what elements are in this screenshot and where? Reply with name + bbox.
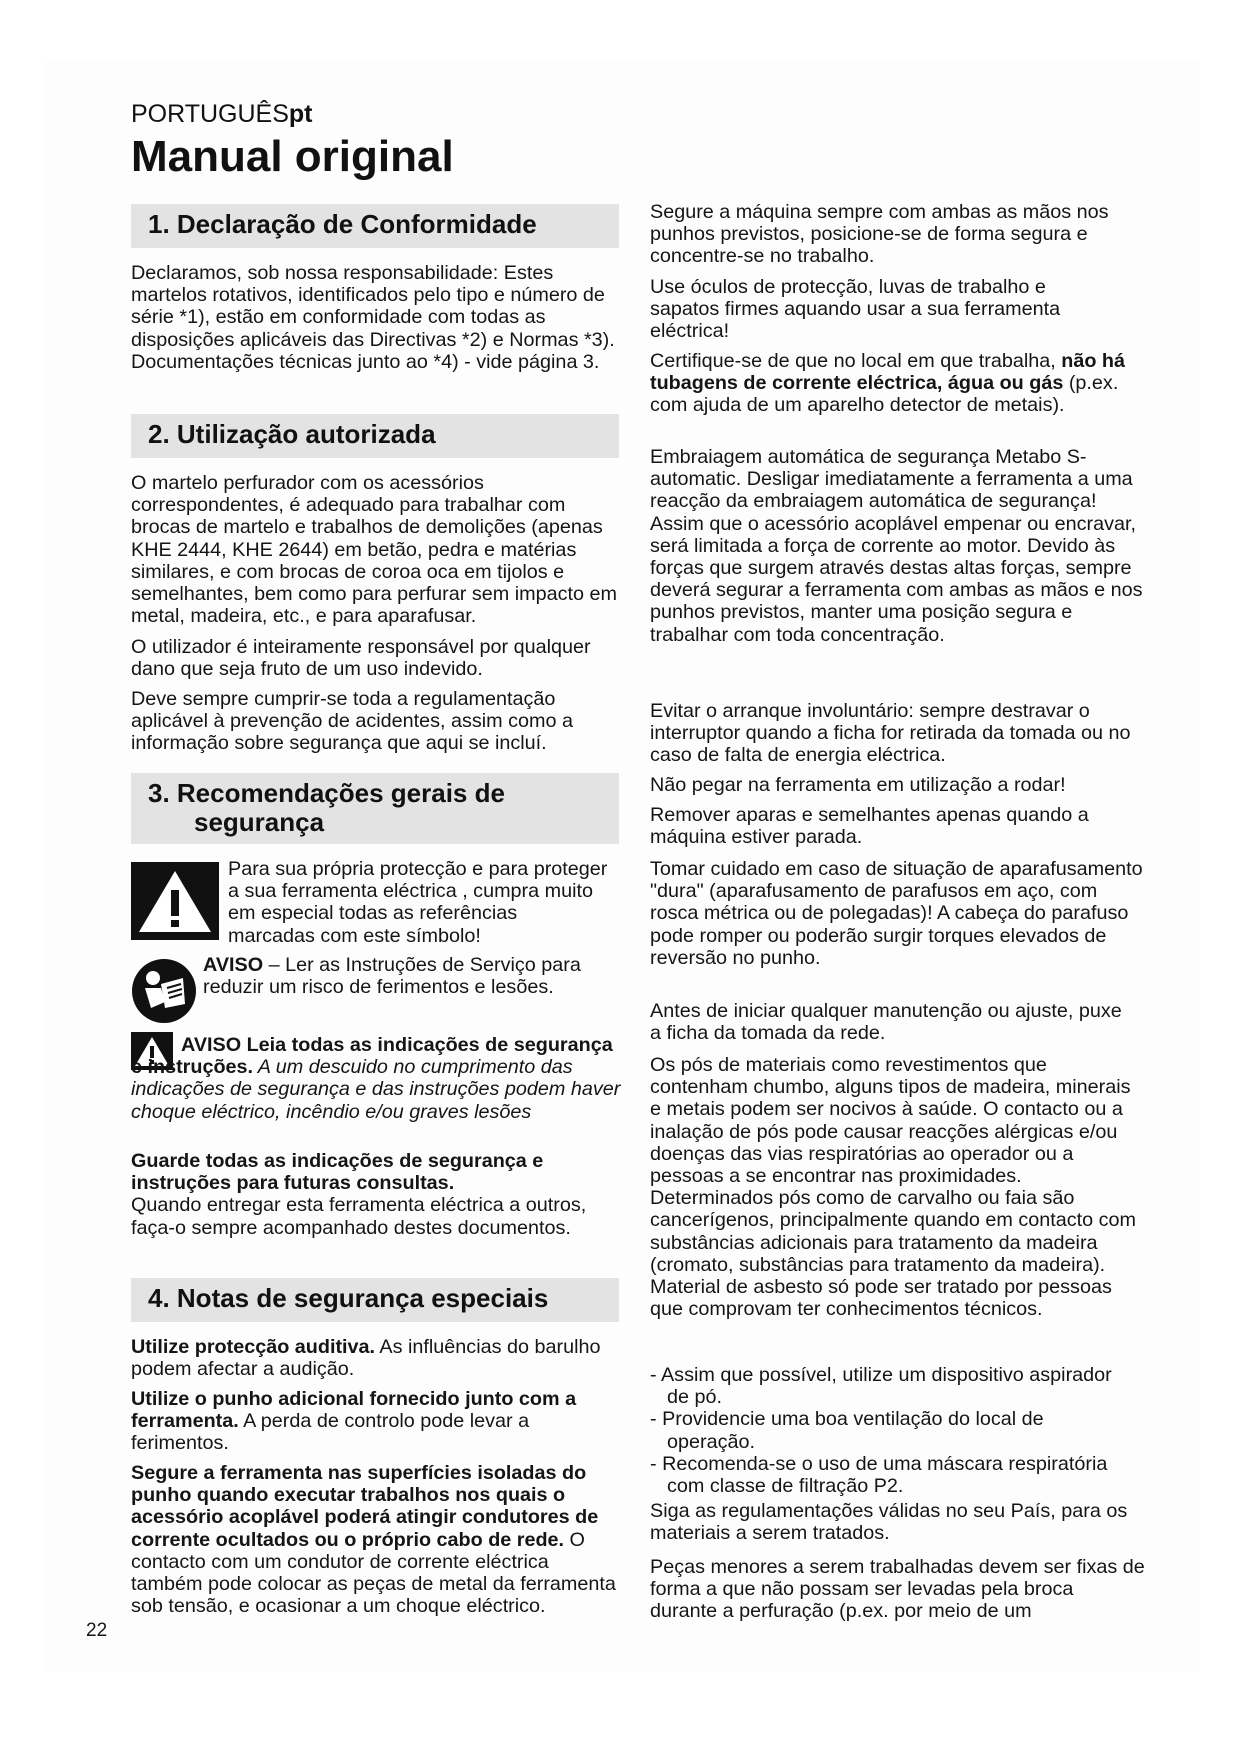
bullet-item: - Assim que possível, utilize um dispositivo aspirador de pó.: [650, 1364, 1112, 1409]
accident-prevention-text: Deve sempre cumprir-se toda a regulamentação aplicável à prevenção de acidentes, assim como a informação sobre segurança que aqui se incluí.: [131, 688, 574, 755]
page-title: Manual original: [131, 132, 454, 181]
section-2-heading: 2. Utilização autorizada: [131, 414, 619, 458]
section-3-heading-line2: segurança: [194, 807, 325, 837]
section-1-heading: 1. Declaração de Conformidade: [131, 204, 619, 248]
right-p7: Remover aparas e semelhantes apenas quando a máquina estiver parada.: [650, 804, 1089, 849]
right-p2: Use óculos de protecção, luvas de trabalho e sapatos firmes aquando usar a sua ferramenta eléctrica!: [650, 276, 1061, 343]
right-p5: Evitar o arranque involuntário: sempre destravar o interruptor quando a ficha for retirada da tomada ou no caso de falta de energia eléctrica.: [650, 700, 1131, 767]
right-p1: Segure a máquina sempre com ambas as mãos nos punhos previstos, posicione-se de forma segura e concentre-se no trabalho.: [650, 201, 1109, 268]
right-p11: Siga as regulamentações válidas no seu País, para os materiais a serem tratados.: [650, 1500, 1128, 1545]
section-3-heading: [131, 773, 619, 844]
right-p10: Os pós de materiais como revestimentos que contenham chumbo, alguns tipos de madeira, minerais e metais podem ser nocivos à saúde. O contacto ou a inalação de pós pode causar reacções alérgicas e/ou doenças das vias respiratórias ao operador ou a pessoas a se encontrar nas proximidades. Determinados pós como de carvalho ou faia são cancerígenos, principalmente quando em contacto com substâncias adicionais para tratamento da madeira (cromato, substâncias para tratamento da madeira). Material de asbesto só pode ser tratado por pessoas que comprovam ter conhecimentos técnicos.: [650, 1054, 1137, 1321]
warning-symbol-text: Para sua própria protecção e para proteger a sua ferramenta eléctrica , cumpra muito em especial todas as referências marcadas com este símbolo!: [228, 858, 608, 947]
right-p8: Tomar cuidado em caso de situação de aparafusamento "dura" (aparafusamento de parafusos em aço, com rosca métrica ou de polegadas)! A cabeça do parafuso pode romper ou poderão surgir torques elevados de reversão no punho.: [650, 858, 1143, 969]
read-manual-icon: [131, 958, 197, 1024]
right-p12: Peças menores a serem trabalhadas devem ser fixas de forma a que não possam ser levadas pela broca durante a perfuração (p.ex. por meio de um: [650, 1556, 1145, 1623]
hearing-protection-text: Utilize protecção auditiva. As influências do barulho podem afectar a audição.: [131, 1336, 601, 1381]
right-p4: Embraiagem automática de segurança Metabo S-automatic. Desligar imediatamente a ferramenta a uma reacção da embraiagem automática de segurança! Assim que o acessório acoplável empenar ou encravar, será limitada a força de corrente ao motor. Devido às forças que surgem através destas altas forças, sempre deverá segurar a ferramenta com ambas as mãos e nos punhos previstos, manter uma posição segura e trabalhar com toda concentração.: [650, 446, 1143, 646]
bullet-list: [650, 1364, 1130, 1497]
section-3-heading-line1: 3. Recomendações gerais de: [148, 778, 505, 808]
bullet-item: - Recomenda-se o uso de uma máscara respiratória com classe de filtração P2.: [650, 1452, 1108, 1498]
page-number: 22: [86, 1620, 108, 1641]
auxiliary-handle-text: Utilize o punho adicional fornecido junto com a ferramenta. A perda de controlo pode levar a ferimentos.: [131, 1388, 577, 1455]
keep-instructions-text: Guarde todas as indicações de segurança e instruções para futuras consultas. Quando entregar esta ferramenta eléctrica a outros, faça-o sempre acompanhado destes documentos.: [131, 1150, 587, 1239]
insulated-grip-text: Segure a ferramenta nas superfícies isoladas do punho quando executar trabalhos nos quais o acessório acoplável poderá atingir condutores de corrente ocultados ou o próprio cabo de rede. O contacto com um condutor de corrente eléctrica também pode colocar as peças de metal da ferramenta sob tensão, e ocasionar a um choque eléctrico.: [131, 1462, 616, 1618]
right-p9: Antes de iniciar qualquer manutenção ou ajuste, puxe a ficha da tomada da rede.: [650, 1000, 1122, 1045]
right-p3: Certifique-se de que no local em que trabalha, não há tubagens de corrente eléctrica, água ou gás (p.ex. com ajuda de um aparelho detector de metais).: [650, 350, 1126, 417]
warning-triangle-icon: [131, 862, 219, 940]
aviso-read-manual: AVISO – Ler as Instruções de Serviço para reduzir um risco de ferimentos e lesões.: [203, 954, 581, 999]
aviso-read-all: AVISO Leia todas as indicações de segurança e instruções. A um descuido no cumprimento das indicações de segurança e das instruções podem haver choque eléctrico, incêndio e/ou graves lesões: [131, 1034, 621, 1123]
section-4-heading: 4. Notas de segurança especiais: [131, 1278, 619, 1322]
bullet-item: - Providencie uma boa ventilação do local de operação.: [650, 1408, 1044, 1453]
language-label: PORTUGUÊSpt: [131, 100, 313, 128]
user-responsibility-text: O utilizador é inteiramente responsável por qualquer dano que seja fruto de um uso indevido.: [131, 636, 591, 681]
language-code: pt: [288, 100, 313, 128]
authorized-use-text: O martelo perfurador com os acessórios correspondentes, é adequado para trabalhar com brocas de martelo e trabalhos de demolições (apenas KHE 2444, KHE 2644) em betão, pedra e matérias similares, e com brocas de coroa oca em tijolos e semelhantes, bem como para perfurar sem impacto em metal, madeira, etc., e para aparafusar.: [131, 472, 617, 628]
right-p6: Não pegar na ferramenta em utilização a rodar!: [650, 774, 1066, 796]
declaration-text: Declaramos, sob nossa responsabilidade: Estes martelos rotativos, identificados pelo tipo e número de série *1), estão em conformidade com todas as disposições aplicáveis das Directivas *2) e Normas *3). Documentações técnicas junto ao *4) - vide página 3.: [131, 262, 615, 373]
